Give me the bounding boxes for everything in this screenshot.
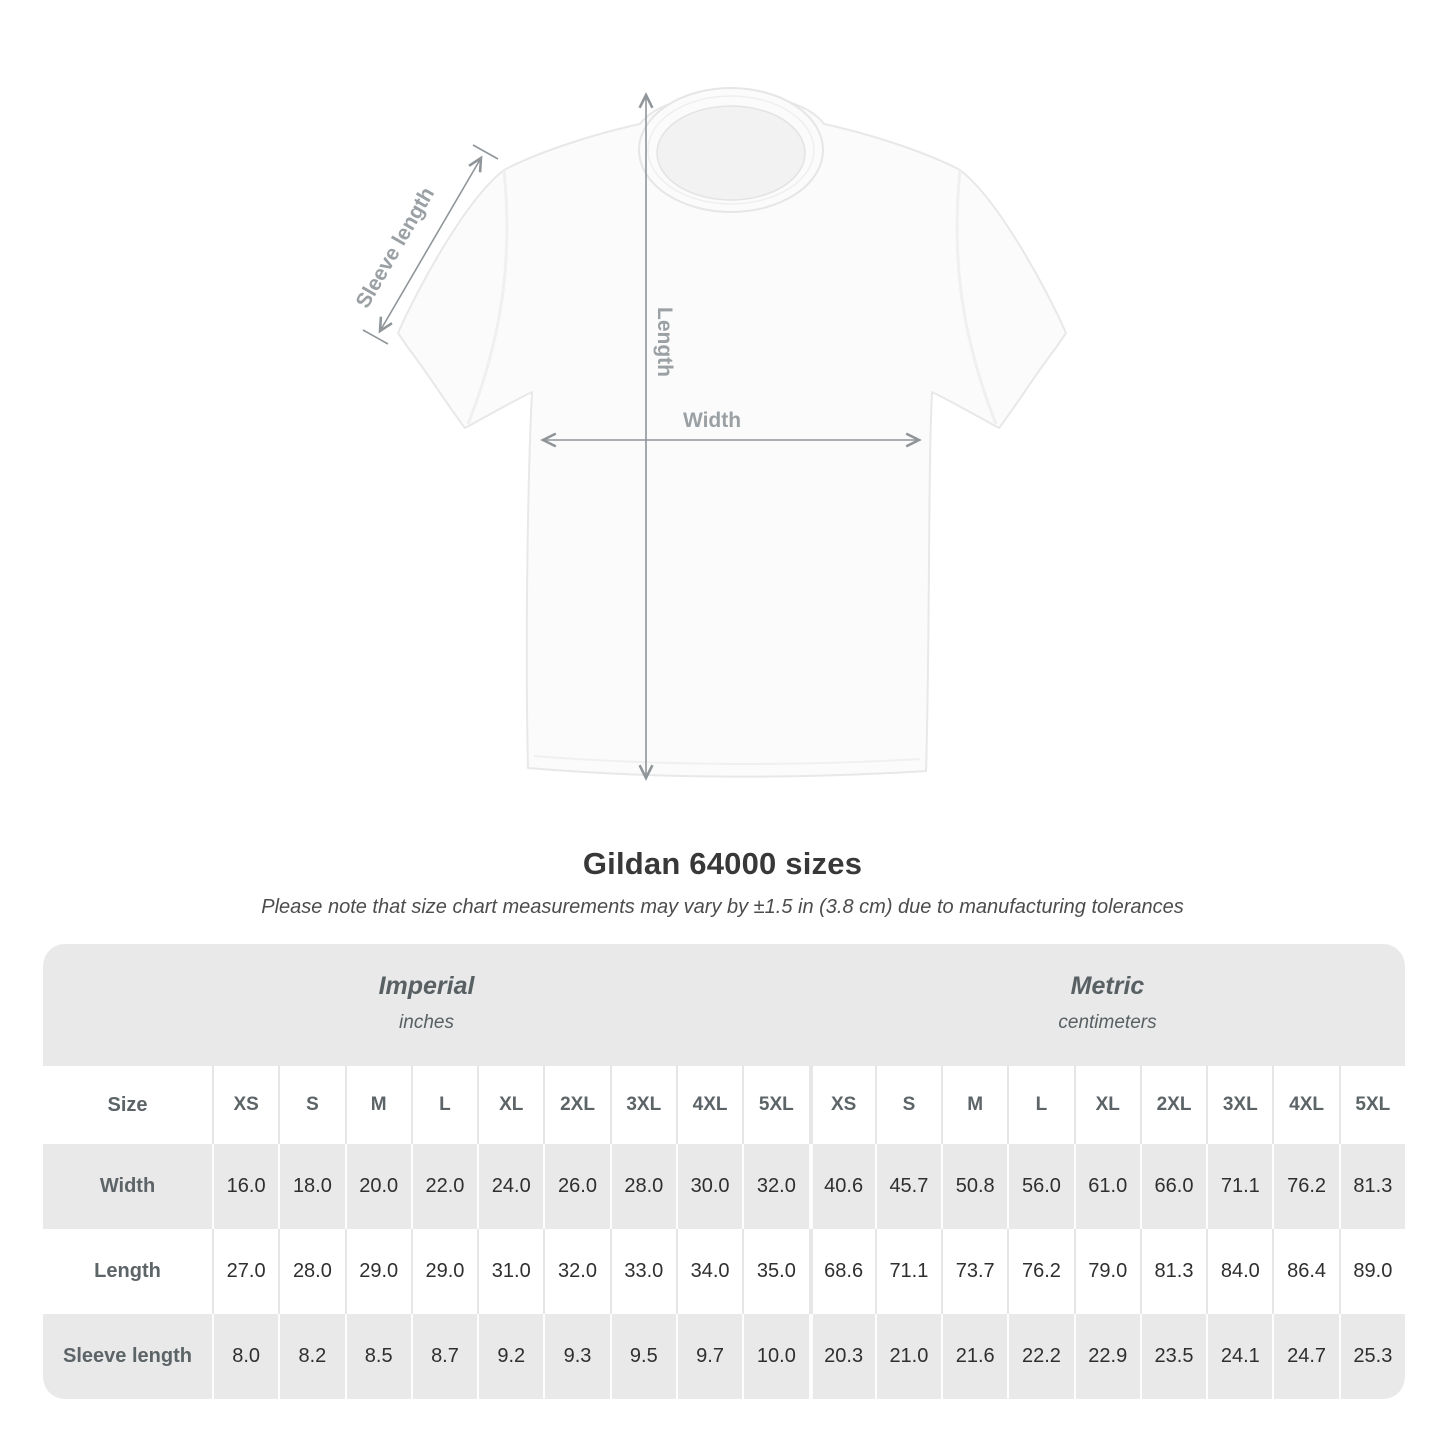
size-col-header-imperial-4xl: 4XL bbox=[676, 1066, 742, 1144]
value-cell: 31.0 bbox=[477, 1229, 543, 1314]
size-col-header-metric-4xl: 4XL bbox=[1272, 1066, 1338, 1144]
value-cell: 29.0 bbox=[345, 1229, 411, 1314]
size-header-label: Size bbox=[43, 1066, 212, 1144]
row-label: Width bbox=[43, 1144, 212, 1229]
size-col-header-metric-s: S bbox=[875, 1066, 941, 1144]
value-cell: 73.7 bbox=[941, 1229, 1007, 1314]
size-col-header-imperial-xl: XL bbox=[477, 1066, 543, 1144]
value-cell: 9.7 bbox=[676, 1314, 742, 1399]
value-cell: 33.0 bbox=[610, 1229, 676, 1314]
size-col-header-imperial-s: S bbox=[278, 1066, 344, 1144]
value-cell: 32.0 bbox=[543, 1229, 609, 1314]
row-label: Length bbox=[43, 1229, 212, 1314]
size-col-header-metric-xs: XS bbox=[809, 1066, 875, 1144]
value-cell: 22.2 bbox=[1007, 1314, 1073, 1399]
value-cell: 84.0 bbox=[1206, 1229, 1272, 1314]
value-cell: 32.0 bbox=[742, 1144, 808, 1229]
value-cell: 81.3 bbox=[1339, 1144, 1405, 1229]
row-label: Sleeve length bbox=[43, 1314, 212, 1399]
value-cell: 26.0 bbox=[543, 1144, 609, 1229]
value-cell: 25.3 bbox=[1339, 1314, 1405, 1399]
value-cell: 24.0 bbox=[477, 1144, 543, 1229]
value-cell: 28.0 bbox=[278, 1229, 344, 1314]
value-cell: 23.5 bbox=[1140, 1314, 1206, 1399]
value-cell: 86.4 bbox=[1272, 1229, 1338, 1314]
imperial-group-unit: inches bbox=[399, 1012, 454, 1033]
value-cell: 71.1 bbox=[875, 1229, 941, 1314]
value-cell: 66.0 bbox=[1140, 1144, 1206, 1229]
value-cell: 9.5 bbox=[610, 1314, 676, 1399]
value-cell: 22.9 bbox=[1074, 1314, 1140, 1399]
value-cell: 8.0 bbox=[212, 1314, 278, 1399]
value-cell: 10.0 bbox=[742, 1314, 808, 1399]
size-col-header-imperial-5xl: 5XL bbox=[742, 1066, 808, 1144]
value-cell: 22.0 bbox=[411, 1144, 477, 1229]
size-col-header-metric-l: L bbox=[1007, 1066, 1073, 1144]
value-cell: 76.2 bbox=[1007, 1229, 1073, 1314]
sleeve-arrow-end-cap-bottom bbox=[363, 330, 388, 344]
metric-group-header bbox=[810, 944, 1405, 1066]
value-cell: 20.3 bbox=[809, 1314, 875, 1399]
size-col-header-imperial-l: L bbox=[411, 1066, 477, 1144]
value-cell: 61.0 bbox=[1074, 1144, 1140, 1229]
value-cell: 50.8 bbox=[941, 1144, 1007, 1229]
unit-header-band bbox=[43, 944, 1405, 1066]
tolerance-note: Please note that size chart measurements may vary by ±1.5 in (3.8 cm) due to manufacturing tolerances bbox=[261, 896, 1184, 918]
page-title: Gildan 64000 sizes bbox=[582, 846, 863, 881]
collar-opening bbox=[657, 106, 805, 200]
imperial-group-header bbox=[43, 944, 810, 1066]
value-cell: 21.6 bbox=[941, 1314, 1007, 1399]
value-cell: 30.0 bbox=[676, 1144, 742, 1229]
size-col-header-metric-2xl: 2XL bbox=[1140, 1066, 1206, 1144]
metric-group-title: Metric bbox=[1070, 972, 1145, 1000]
value-cell: 21.0 bbox=[875, 1314, 941, 1399]
size-table-grid bbox=[43, 1066, 1405, 1399]
size-col-header-imperial-m: M bbox=[345, 1066, 411, 1144]
value-cell: 89.0 bbox=[1339, 1229, 1405, 1314]
metric-group-unit: centimeters bbox=[1058, 1012, 1157, 1033]
value-cell: 76.2 bbox=[1272, 1144, 1338, 1229]
value-cell: 28.0 bbox=[610, 1144, 676, 1229]
imperial-group-title: Imperial bbox=[378, 972, 475, 1000]
value-cell: 9.3 bbox=[543, 1314, 609, 1399]
value-cell: 8.7 bbox=[411, 1314, 477, 1399]
value-cell: 81.3 bbox=[1140, 1229, 1206, 1314]
value-cell: 45.7 bbox=[875, 1144, 941, 1229]
sleeve-arrow-end-cap-top bbox=[473, 145, 498, 159]
value-cell: 68.6 bbox=[809, 1229, 875, 1314]
size-col-header-metric-m: M bbox=[941, 1066, 1007, 1144]
length-label: Length bbox=[653, 307, 676, 377]
value-cell: 20.0 bbox=[345, 1144, 411, 1229]
size-col-header-imperial-3xl: 3XL bbox=[610, 1066, 676, 1144]
value-cell: 56.0 bbox=[1007, 1144, 1073, 1229]
value-cell: 18.0 bbox=[278, 1144, 344, 1229]
value-cell: 24.7 bbox=[1272, 1314, 1338, 1399]
value-cell: 71.1 bbox=[1206, 1144, 1272, 1229]
size-col-header-imperial-2xl: 2XL bbox=[543, 1066, 609, 1144]
value-cell: 8.2 bbox=[278, 1314, 344, 1399]
size-col-header-metric-5xl: 5XL bbox=[1339, 1066, 1405, 1144]
sleeve-length-label: Sleeve length bbox=[351, 183, 440, 313]
size-col-header-metric-xl: XL bbox=[1074, 1066, 1140, 1144]
size-col-header-metric-3xl: 3XL bbox=[1206, 1066, 1272, 1144]
value-cell: 34.0 bbox=[676, 1229, 742, 1314]
value-cell: 16.0 bbox=[212, 1144, 278, 1229]
value-cell: 8.5 bbox=[345, 1314, 411, 1399]
value-cell: 79.0 bbox=[1074, 1229, 1140, 1314]
value-cell: 24.1 bbox=[1206, 1314, 1272, 1399]
value-cell: 27.0 bbox=[212, 1229, 278, 1314]
size-table bbox=[43, 944, 1405, 1399]
width-label: Width bbox=[682, 409, 742, 432]
size-col-header-imperial-xs: XS bbox=[212, 1066, 278, 1144]
value-cell: 29.0 bbox=[411, 1229, 477, 1314]
value-cell: 9.2 bbox=[477, 1314, 543, 1399]
value-cell: 35.0 bbox=[742, 1229, 808, 1314]
value-cell: 40.6 bbox=[809, 1144, 875, 1229]
